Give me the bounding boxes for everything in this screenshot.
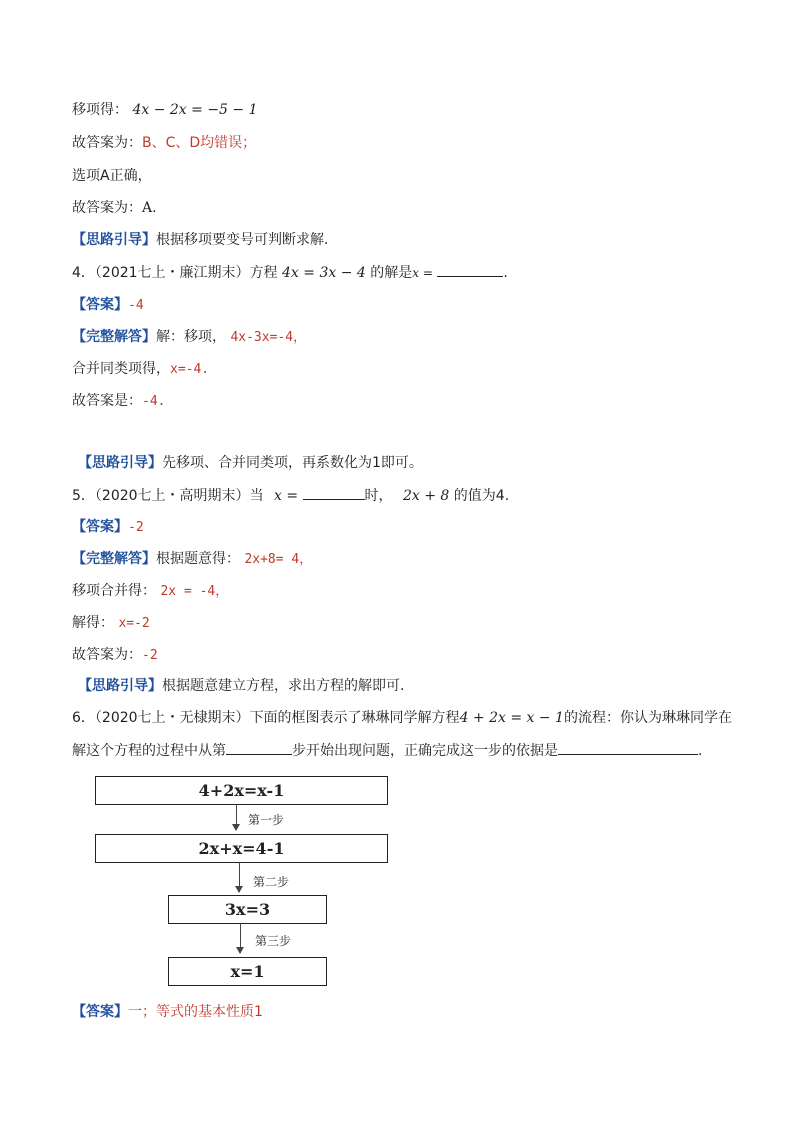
conclusion-line	[72, 133, 256, 153]
move-combine-line	[72, 581, 228, 602]
value: A.	[142, 200, 157, 216]
hint-tag: 【思路引导】	[78, 678, 162, 694]
question-source: （2020七上・无棣期末）	[94, 710, 250, 726]
question-text: 方程	[249, 265, 278, 281]
question-number: 5．	[72, 488, 95, 504]
question-number: 4．	[72, 265, 95, 281]
step-blank[interactable]	[226, 740, 292, 755]
question-text: 的值为4.	[453, 488, 510, 504]
answer-tag: 【答案】	[72, 297, 128, 313]
question-text: 时，	[364, 488, 393, 504]
label: 故答案是：	[72, 393, 142, 409]
equation: 2x+8= 4，	[244, 552, 313, 567]
label: 移项合并得：	[72, 583, 156, 599]
equation: 4x − 2x = −5 − 1	[132, 102, 258, 118]
step-label-3: 第三步	[255, 934, 292, 948]
question-6-line-2	[72, 740, 702, 761]
equation: x=-4.	[170, 362, 210, 377]
combine-line	[72, 359, 209, 380]
period: .	[698, 743, 703, 759]
answer-blank[interactable]	[437, 262, 503, 277]
step-label-1: 第一步	[248, 813, 285, 827]
option-correct-line: 选项A正确，	[72, 168, 152, 184]
label: 故答案为：	[72, 647, 142, 663]
basis-blank[interactable]	[558, 740, 698, 755]
solution-line	[72, 327, 306, 348]
step-move-terms	[72, 100, 258, 120]
label: 解得：	[72, 615, 114, 631]
hint-line	[78, 453, 423, 473]
value: B、C、D均错误；	[142, 135, 257, 151]
equation: 4 + 2x = x − 1	[459, 710, 564, 726]
answer-line	[72, 517, 144, 538]
label: 根据题意得：	[156, 551, 240, 567]
equation: x=-2	[118, 616, 150, 631]
value: -2	[142, 648, 158, 663]
question-text: 当	[249, 488, 264, 504]
question-4	[72, 262, 508, 283]
final-answer-line	[72, 391, 165, 412]
step-label-2: 第二步	[253, 875, 290, 889]
hint-tag: 【思路引导】	[78, 455, 162, 471]
label: 解：移项，	[156, 329, 226, 345]
equation: 4x-3x=-4，	[230, 330, 307, 345]
answer-line	[72, 198, 157, 218]
question-6	[72, 708, 732, 728]
hint-line	[72, 230, 328, 250]
question-number: 6．	[72, 710, 95, 726]
hint-text: 根据移项要变号可判断求解.	[156, 232, 329, 248]
answer-value: 一；等式的基本性质1	[128, 1004, 263, 1020]
answer-value: -4	[128, 298, 144, 313]
flow-box-2: 2x+x=4-1	[95, 834, 388, 863]
final-answer-line	[72, 645, 158, 666]
answer-line	[72, 295, 144, 316]
answer-tag: 【答案】	[72, 519, 128, 535]
label: 移项得：	[72, 102, 128, 118]
arrow-down-icon	[240, 923, 241, 953]
flow-box-1: 4+2x=x-1	[95, 776, 388, 805]
question-text: 的流程：你认为琳琳同学在	[563, 710, 732, 726]
question-source: （2020七上・高明期末）	[94, 488, 250, 504]
solution-tag: 【完整解答】	[72, 551, 156, 567]
hint-text: 根据题意建立方程，求出方程的解即可.	[162, 678, 405, 694]
question-source: （2021七上・廉江期末）	[94, 265, 250, 281]
arrow-down-icon	[236, 804, 237, 830]
period: .	[503, 265, 508, 281]
answer-line	[72, 1002, 263, 1022]
answer-blank[interactable]	[303, 485, 365, 500]
variable: x =	[274, 488, 299, 504]
expression: 2x + 8	[403, 488, 450, 504]
hint-tag: 【思路引导】	[72, 232, 156, 248]
value: -4.	[142, 394, 166, 409]
label: 故答案为：	[72, 135, 142, 151]
flow-box-3: 3x=3	[168, 895, 327, 924]
question-text: 的解是	[370, 265, 413, 281]
variable: x =	[412, 266, 433, 280]
answer-value: -2	[128, 520, 144, 535]
question-text: 下面的框图表示了琳琳同学解方程	[249, 710, 460, 726]
question-5	[72, 485, 509, 506]
question-text: 解这个方程的过程中从第	[72, 743, 226, 759]
flow-box-4: x=1	[168, 957, 327, 986]
equation: 2x = -4，	[160, 584, 229, 599]
label: 故答案为：	[72, 200, 142, 216]
question-text: 步开始出现问题，正确完成这一步的依据是	[292, 743, 558, 759]
label: 合并同类项得，	[72, 361, 170, 377]
solve-line	[72, 613, 150, 634]
answer-tag: 【答案】	[72, 1004, 128, 1020]
hint-text: 先移项、合并同类项，再系数化为1即可。	[162, 455, 423, 471]
arrow-down-icon	[239, 862, 240, 892]
hint-line	[78, 676, 404, 696]
solution-line	[72, 549, 312, 570]
equation: 4x = 3x − 4	[282, 265, 366, 281]
solution-tag: 【完整解答】	[72, 329, 156, 345]
